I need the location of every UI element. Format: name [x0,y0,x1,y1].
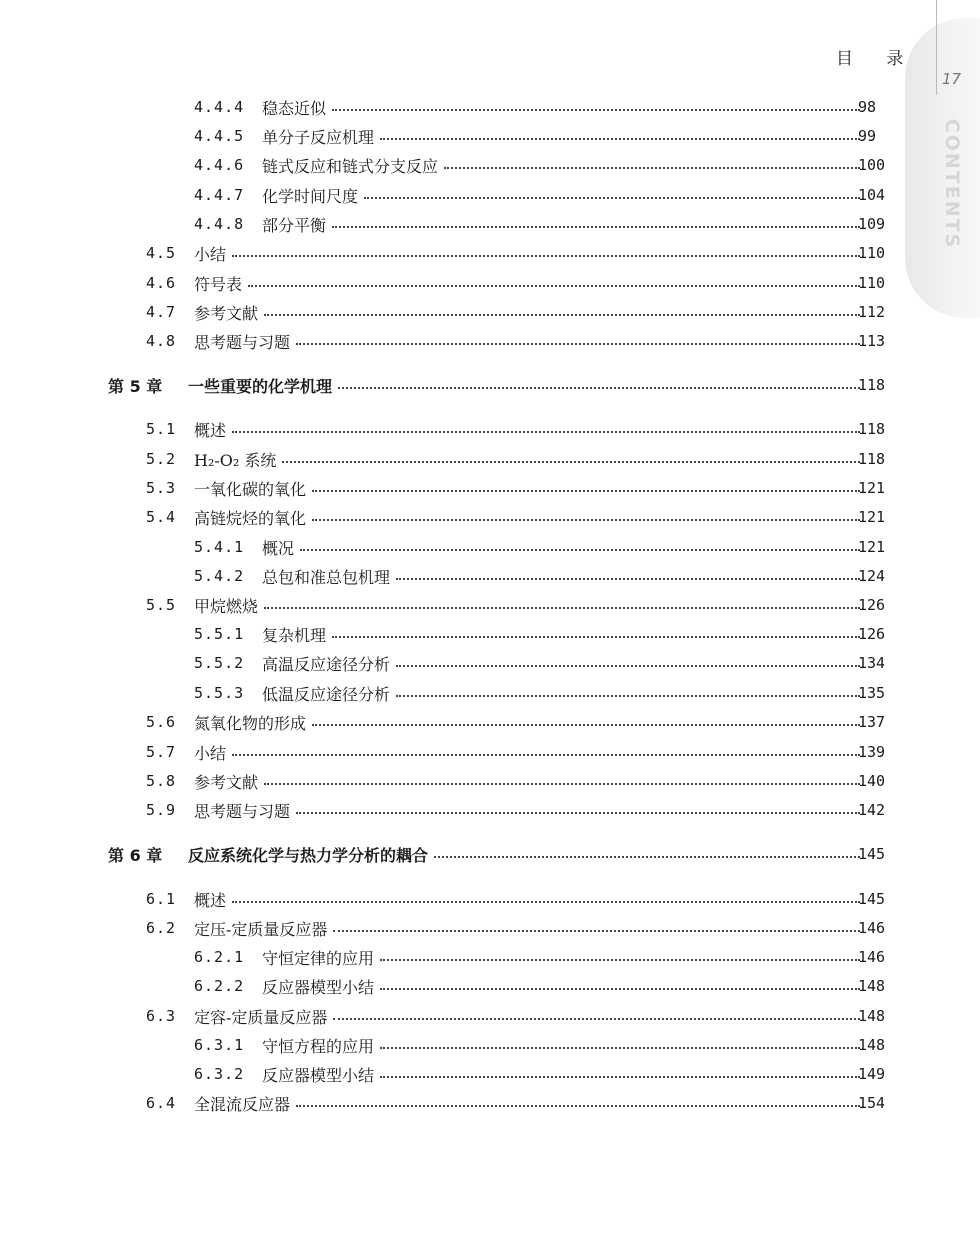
toc-entry [0,94,980,120]
toc-entry-page: 118 [858,450,886,468]
toc-entry-number: 4.4.6 [194,156,245,174]
toc-entry-number: 6.1 [146,890,177,908]
toc-entry-body [194,888,860,911]
toc-entry-title: 定压-定质量反应器 [194,919,328,939]
toc-entry-body [194,1092,860,1115]
toc-entry-number: 6.3.1 [194,1036,245,1054]
toc-entry [0,797,980,823]
toc-entry-number: 6.3 [146,1007,177,1025]
dot-leader [332,109,860,111]
toc-entry-body [262,184,860,207]
toc-entry-page: 109 [858,215,886,233]
toc-entry-page: 121 [858,538,886,556]
dot-leader [333,1018,860,1020]
toc-entry-body [262,1063,860,1086]
toc-entry-title: 一些重要的化学机理 [188,376,333,396]
toc-entry-number: 5.5.1 [194,625,245,643]
toc-entry-number: 5.4 [146,508,177,526]
page-header-title: 目 录 [836,49,918,69]
dot-leader [338,387,860,389]
toc-entry-title: 概述 [194,420,227,440]
dot-leader [380,1047,860,1049]
toc-entry-page: 113 [858,332,886,350]
toc-entry-number: 4.7 [146,303,177,321]
toc-entry [0,650,980,676]
toc-entry-body [262,96,860,119]
toc-entry-title: 小结 [194,244,227,264]
toc-entry-number: 4.4.7 [194,186,245,204]
toc-entry-number: 4.8 [146,332,177,350]
toc-entry-body [194,711,860,734]
toc-entry-title: 氮氧化物的形成 [194,713,307,733]
toc-entry-body [194,301,860,324]
toc-entry [0,592,980,618]
toc-entry [0,915,980,941]
toc-entry-title: 思考题与习题 [194,801,291,821]
toc-entry-body [262,213,860,236]
toc-entry [0,416,980,442]
toc-entry-title: 思考题与习题 [194,332,291,352]
dot-leader [364,197,860,199]
toc-entry-page: 139 [858,743,886,761]
toc-entry-page: 104 [858,186,886,204]
dot-leader [296,812,860,814]
dot-leader [232,754,860,756]
dot-leader [232,255,860,257]
toc-entry-page: 149 [858,1065,886,1083]
toc-entry-title: 稳态近似 [262,98,327,118]
dot-leader [380,138,860,140]
toc-entry-title: 概述 [194,890,227,910]
toc-entry-title: 化学时间尺度 [262,186,359,206]
dot-leader [312,519,860,521]
toc-entry-number: 6.2.2 [194,977,245,995]
dot-leader [444,167,860,169]
toc-entry-title: 守恒定律的应用 [262,948,375,968]
toc-entry [0,563,980,589]
toc-entry-body [262,682,860,705]
toc-entry-body [194,741,860,764]
toc-entry-page: 145 [858,890,886,908]
toc-entry-number: 5.7 [146,743,177,761]
toc-entry-number: 6.2.1 [194,948,245,966]
toc-entry-body [194,272,860,295]
toc-entry-body [262,536,860,559]
toc-entry-page: 121 [858,508,886,526]
toc-entry-number: 5.5.2 [194,654,245,672]
toc-entry-title: 符号表 [194,274,243,294]
toc-entry-page: 121 [858,479,886,497]
toc-entry-page: 112 [858,303,886,321]
toc-entry-body [194,594,860,617]
toc-entry-number: 5.4.2 [194,567,245,585]
toc-entry-page: 126 [858,625,886,643]
dot-leader [312,490,860,492]
toc-entry-page: 140 [858,772,886,790]
dot-leader [396,665,860,667]
toc-entry-body [194,1005,860,1028]
toc-entry-title: 单分子反应机理 [262,127,375,147]
toc-entry [0,944,980,970]
toc-entry-body [262,565,860,588]
toc-entry-page: 118 [858,376,886,394]
toc-entry-number: 5.5.3 [194,684,245,702]
dot-leader [434,856,860,858]
toc-entry [0,446,980,472]
toc-entry-number: 4.6 [146,274,177,292]
toc-entry-body [194,770,860,793]
toc-entry-title: 定容-定质量反应器 [194,1007,328,1027]
toc-entry-body [262,125,860,148]
toc-entry-page: 110 [858,274,886,292]
toc-entry [0,270,980,296]
toc-entry-body [194,330,860,353]
toc-entry-body [188,843,860,866]
toc-entry [0,240,980,266]
toc-entry-number: 5.9 [146,801,177,819]
dot-leader [380,959,860,961]
toc-entry [0,152,980,178]
dot-leader [380,1076,860,1078]
toc-entry-title: H₂-O₂ 系统 [194,450,277,470]
toc-entry-body [262,975,860,998]
toc-entry-title: 反应器模型小结 [262,1065,375,1085]
toc-entry-body [194,242,860,265]
toc-entry [0,182,980,208]
toc-entry-title: 链式反应和链式分支反应 [262,156,439,176]
toc-entry-page: 148 [858,977,886,995]
toc-entry-page: 154 [858,1094,886,1112]
toc-entry [0,123,980,149]
toc-entry-number: 6.3.2 [194,1065,245,1083]
dot-leader [248,285,860,287]
toc-entry-title: 反应系统化学与热力学分析的耦合 [188,845,429,865]
toc-chapter-entry [0,841,980,867]
toc-entry-number: 5.1 [146,420,177,438]
dot-leader [396,578,860,580]
toc-entry-title: 高链烷烃的氧化 [194,508,307,528]
toc-entry [0,299,980,325]
dot-leader [332,636,860,638]
toc-entry-number: 5.6 [146,713,177,731]
toc-entry-body [194,799,860,822]
toc-entry-page: 135 [858,684,886,702]
toc-entry-page: 110 [858,244,886,262]
toc-entry [0,1003,980,1029]
toc-entry-title: 部分平衡 [262,215,327,235]
toc-entry-number: 4.4.8 [194,215,245,233]
dot-leader [296,1105,860,1107]
toc-entry-number: 5.2 [146,450,177,468]
dot-leader [264,314,860,316]
toc-entry-body [262,652,860,675]
toc-entry [0,1032,980,1058]
toc-entry-number: 4.4.5 [194,127,245,145]
toc-entry-title: 高温反应途径分析 [262,654,391,674]
toc-entry [0,973,980,999]
toc-entry-page: 146 [858,919,886,937]
toc-entry-body [262,623,860,646]
toc-entry-number: 4.5 [146,244,177,262]
toc-entry [0,709,980,735]
toc-entry-page: 100 [858,156,886,174]
toc-entry-number: 5.3 [146,479,177,497]
toc-entry-title: 反应器模型小结 [262,977,375,997]
dot-leader [296,343,860,345]
toc-entry-title: 复杂机理 [262,625,327,645]
toc-entry [0,1061,980,1087]
toc-entry-page: 134 [858,654,886,672]
toc-entry [0,621,980,647]
toc-chapter-entry [0,372,980,398]
toc-entry-title: 甲烷燃烧 [194,596,259,616]
toc-entry-body [194,506,860,529]
dot-leader [332,226,860,228]
toc-entry-title: 低温反应途径分析 [262,684,391,704]
toc-entry-body [194,917,860,940]
toc-entry [0,534,980,560]
toc-entry-title: 小结 [194,743,227,763]
dot-leader [264,783,860,785]
toc-entry-page: 126 [858,596,886,614]
dot-leader [282,461,860,463]
toc-entry-number: 5.8 [146,772,177,790]
toc-entry-body [194,418,860,441]
toc-entry [0,886,980,912]
toc-entry [0,211,980,237]
toc-entry-page: 98 [858,98,877,116]
toc-entry-number: 6.4 [146,1094,177,1112]
toc-entry-title: 守恒方程的应用 [262,1036,375,1056]
toc-entry-page: 145 [858,845,886,863]
toc-entry [0,328,980,354]
toc-entry-body [188,374,860,397]
toc-entry-page: 148 [858,1036,886,1054]
toc-entry-body [262,1034,860,1057]
toc-entry [0,504,980,530]
dot-leader [300,549,860,551]
toc-entry-number: 5.5 [146,596,177,614]
dot-leader [264,607,860,609]
toc-entry-body [194,477,860,500]
toc-entry-number: 5.4.1 [194,538,245,556]
toc-entry-title: 总包和准总包机理 [262,567,391,587]
dot-leader [232,901,860,903]
toc-entry [0,1090,980,1116]
dot-leader [396,695,860,697]
toc-entry-page: 137 [858,713,886,731]
toc-entry-number: 第 5 章 [108,376,163,396]
toc-entry-page: 99 [858,127,877,145]
toc-entry-page: 142 [858,801,886,819]
toc-entry [0,739,980,765]
toc-entry-page: 118 [858,420,886,438]
dot-leader [380,988,860,990]
toc-entry-body [262,154,860,177]
toc-entry [0,768,980,794]
toc-entry-title: 概况 [262,538,295,558]
dot-leader [312,724,860,726]
toc-entry-title: 参考文献 [194,303,259,323]
toc-entry [0,475,980,501]
contents-side-label: CONTENTS [941,118,963,250]
side-divider-line [936,0,937,95]
toc-entry-number: 第 6 章 [108,845,163,865]
toc-entry [0,680,980,706]
dot-leader [333,930,860,932]
toc-entry-number: 4.4.4 [194,98,245,116]
toc-entry-number: 6.2 [146,919,177,937]
page-number: 17 [942,70,962,88]
toc-entry-page: 148 [858,1007,886,1025]
toc-entry-page: 146 [858,948,886,966]
dot-leader [232,431,860,433]
toc-entry-title: 参考文献 [194,772,259,792]
toc-entry-title: 一氧化碳的氧化 [194,479,307,499]
toc-entry-page: 124 [858,567,886,585]
toc-entry-body [194,448,860,471]
toc-entry-title: 全混流反应器 [194,1094,291,1114]
toc-entry-body [262,946,860,969]
